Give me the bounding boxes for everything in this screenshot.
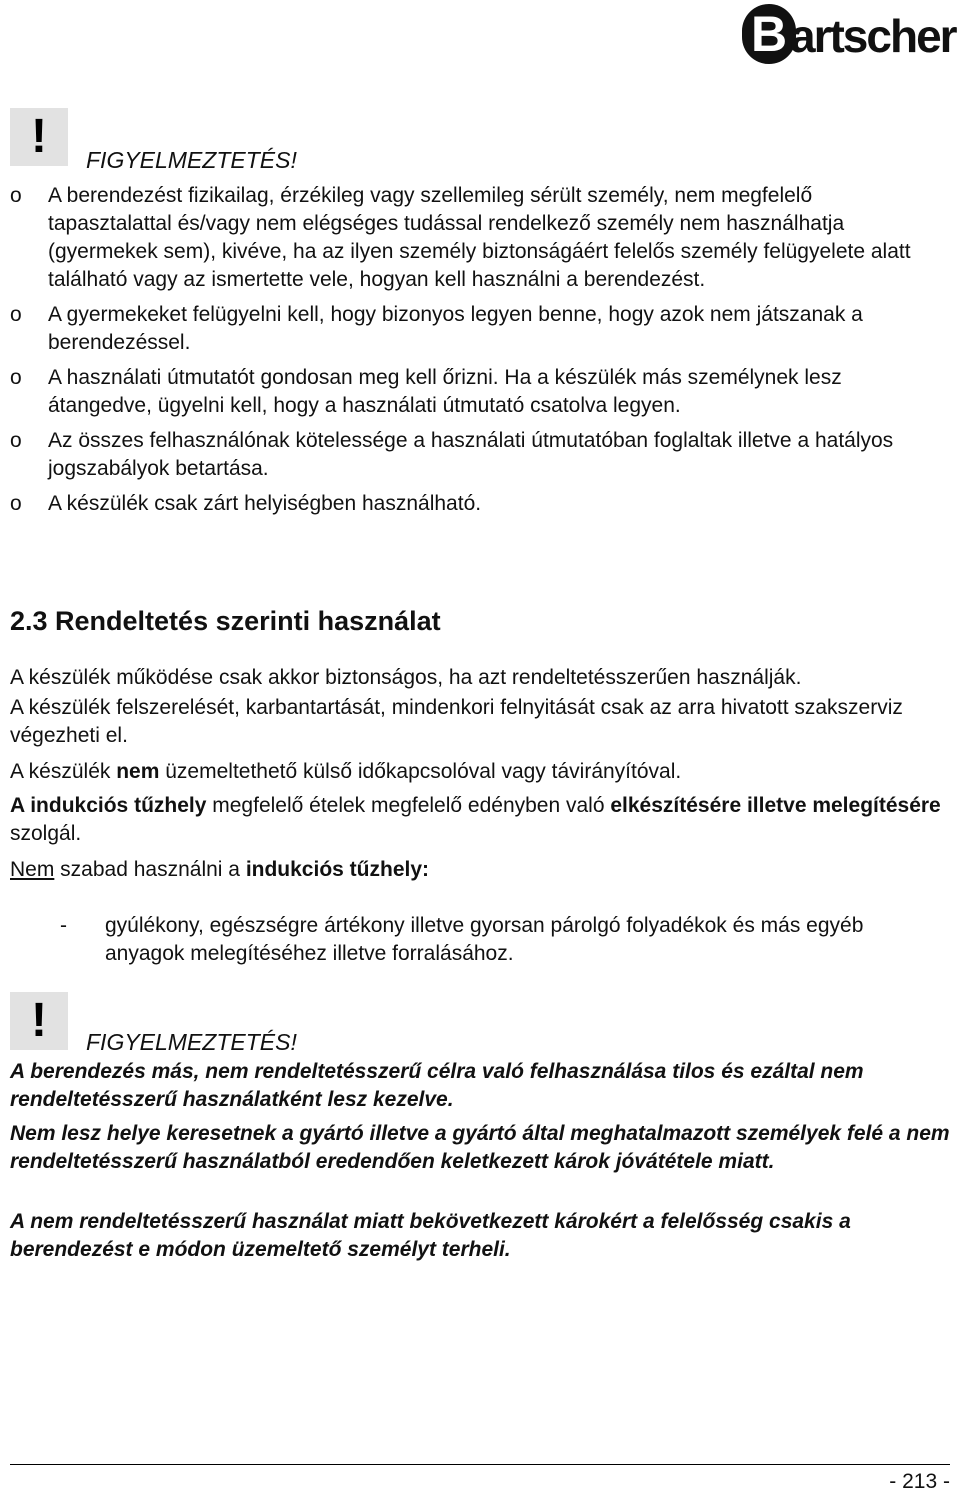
list-item: o A készülék csak zárt helyiségben használható. (10, 492, 482, 515)
warning-text: A nem rendeltetésszerű használat miatt bekövetkezett károkért a felelősség csakis a berendezést e módon üzemeltető személyt terheli. (10, 1210, 851, 1261)
paragraph: Nem szabad használni a indukciós tűzhely: (10, 858, 429, 881)
warning-bullet-list (10, 182, 940, 525)
paragraph: A indukciós tűzhely megfelelő ételek megfelelő edényben való elkészítésére illetve melegítésére szolgál. (10, 794, 941, 845)
exclamation-icon: ! (10, 108, 68, 166)
warning-title: FIGYELMEZTETÉS! (86, 147, 297, 173)
list-item: o A berendezést fizikailag, érzékileg vagy szellemileg sérült személy, nem megfelelő tapasztalattal és/vagy nem elégséges tudással rendelkező személy nem használhatja (gyermekek sem), kivéve, ha az ilyen személy biztonságáért felelős személy felügyelete alatt található vagy az ismertette vele, hogyan kell használni a berendezést. (10, 184, 911, 291)
logo-text: artscher (790, 10, 956, 62)
paragraph: A készülék nem üzemeltethető külső időkapcsolóval vagy távirányítóval. (10, 760, 682, 783)
paragraph: A készülék felszerelését, karbantartását, mindenkori felnyitását csak az arra hivatott szakszerviz végezheti el. (10, 696, 903, 747)
footer-divider (10, 1464, 950, 1465)
list-item: o Az összes felhasználónak kötelessége a használati útmutatóban foglaltak illetve a hatályos jogszabályok betartása. (10, 429, 894, 480)
list-item: o A gyermekeket felügyelni kell, hogy bizonyos legyen benne, hogy azok nem játszanak a berendezéssel. (10, 303, 863, 354)
exclamation-icon: ! (10, 992, 68, 1050)
logo-b-mark: B (742, 4, 796, 64)
section-heading: 2.3 Rendeltetés szerinti használat (10, 606, 441, 636)
list-item: o A használati útmutatót gondosan meg kell őrizni. Ha a készülék más személynek lesz átangedve, ügyelni kell, hogy a használati útmutató csatolva legyen. (10, 366, 842, 417)
page-number: - 213 - (889, 1470, 950, 1493)
bartscher-logo (742, 4, 956, 68)
warning-text: A berendezés más, nem rendeltetésszerű célra való felhasználása tilos és ezáltal nem rendeltetésszerű használatként lesz kezelve. (10, 1060, 864, 1111)
warning-title: FIGYELMEZTETÉS! (86, 1029, 297, 1055)
warning-text: Nem lesz helye keresetnek a gyártó illetve a gyártó által meghatalmazott személyek felé a nem rendeltetésszerű használatból eredendően keletkezett károk jóvátétele miatt. (10, 1122, 950, 1173)
paragraph: A készülék működése csak akkor biztonságos, ha azt rendeltetésszerűen használják. (10, 666, 802, 689)
list-item: - gyúlékony, egészségre ártékony illetve gyorsan párolgó folyadékok és más egyéb anyagok melegítéséhez illetve forralásához. (60, 914, 864, 965)
